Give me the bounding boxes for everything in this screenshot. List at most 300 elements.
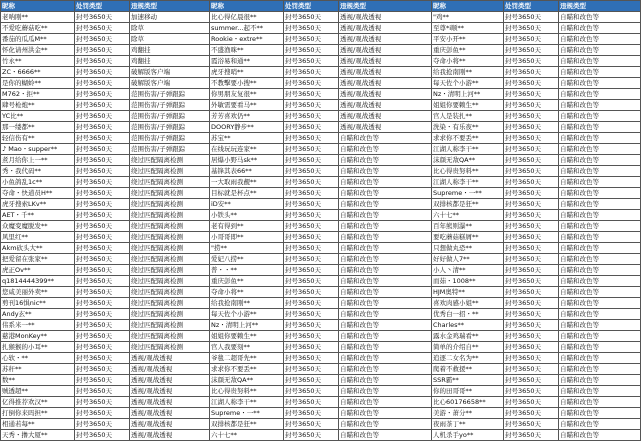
table-row <box>1 78 641 89</box>
cell-violation-type: 绕过匹配隔离检测 <box>130 254 210 265</box>
cell-nickname: 夺命・快道员H** <box>1 188 75 199</box>
cell-nickname: 爱妃八捞** <box>210 254 284 265</box>
cell-penalty-type: 封号3650天 <box>75 276 130 287</box>
table-row <box>1 419 641 430</box>
cell-violation-type: 破解版客户端 <box>130 67 210 78</box>
table-row <box>1 133 641 144</box>
cell-violation-type: 加速移动 <box>130 12 210 23</box>
table-row <box>1 364 641 375</box>
cell-nickname: 双排核都是狂** <box>210 419 284 430</box>
cell-penalty-type: 封号3650天 <box>284 331 339 342</box>
table-row <box>1 177 641 188</box>
column-header-violation-type: 违规类型 <box>559 1 641 12</box>
cell-penalty-type: 封号3650天 <box>75 78 130 89</box>
cell-penalty-type: 封号3650天 <box>504 45 559 56</box>
cell-violation-type: 自瞄和改色等 <box>339 144 432 155</box>
cell-penalty-type: 封号3650天 <box>284 199 339 210</box>
cell-nickname: 居爆小野马sk** <box>210 155 284 166</box>
cell-nickname: 小哥哥即** <box>210 232 284 243</box>
cell-nickname: 求求你不要丢** <box>432 133 504 144</box>
cell-violation-type: 自瞄和改色等 <box>339 276 432 287</box>
cell-nickname: 慈港MonKey** <box>1 331 75 342</box>
cell-penalty-type: 封号3650天 <box>75 210 130 221</box>
cell-nickname: Charles** <box>432 320 504 331</box>
cell-violation-type: 透视/观战透视 <box>339 100 432 111</box>
cell-penalty-type: 封号3650天 <box>75 111 130 122</box>
cell-violation-type: 范围伤害/子弹跟踪 <box>130 133 210 144</box>
cell-violation-type: 自瞄和改色等 <box>559 221 641 232</box>
cell-nickname: 心软・** <box>1 353 75 364</box>
cell-violation-type: 绕过匹配隔离检测 <box>130 199 210 210</box>
cell-nickname: 江湖人称李干** <box>210 397 284 408</box>
cell-nickname: Andy玄** <box>1 309 75 320</box>
cell-penalty-type: 封号3650天 <box>504 265 559 276</box>
cell-violation-type: 透视/观战透视 <box>339 67 432 78</box>
cell-penalty-type: 封号3650天 <box>504 408 559 419</box>
cell-nickname: 肆号枪炮** <box>1 100 75 111</box>
cell-nickname: "鸡** <box>432 12 504 23</box>
cell-penalty-type: 封号3650天 <box>75 397 130 408</box>
cell-nickname: 小鱼鸽乱1c** <box>1 177 75 188</box>
cell-violation-type: 自瞄和改色等 <box>559 144 641 155</box>
cell-penalty-type: 封号3650天 <box>504 287 559 298</box>
cell-nickname: 普・・** <box>210 265 284 276</box>
cell-nickname: 秀・我代码** <box>1 166 75 177</box>
cell-penalty-type: 封号3650天 <box>504 386 559 397</box>
cell-violation-type: 透视/观战透视 <box>339 56 432 67</box>
cell-violation-type: 绕过匹配隔离检测 <box>130 276 210 287</box>
cell-penalty-type: 封号3650天 <box>284 155 339 166</box>
cell-nickname: 给我抢南刚** <box>432 67 504 78</box>
table-row <box>1 265 641 276</box>
cell-penalty-type: 封号3650天 <box>504 12 559 23</box>
cell-penalty-type: 封号3650天 <box>75 232 130 243</box>
cell-violation-type: 自瞄和改色等 <box>339 375 432 386</box>
cell-nickname: 是你的蝴蛉** <box>1 78 75 89</box>
cell-violation-type: 自瞄和改色等 <box>559 12 641 23</box>
cell-nickname: Akm砍头大** <box>1 243 75 254</box>
cell-penalty-type: 封号3650天 <box>284 408 339 419</box>
cell-penalty-type: 封号3650天 <box>75 254 130 265</box>
cell-nickname: 竹永** <box>1 56 75 67</box>
table-row <box>1 221 641 232</box>
cell-nickname: 夺命小将** <box>432 56 504 67</box>
cell-penalty-type: 封号3650天 <box>75 364 130 375</box>
cell-violation-type: 绕过匹配隔离检测 <box>130 243 210 254</box>
cell-violation-type: 自瞄和改色等 <box>339 254 432 265</box>
cell-penalty-type: 封号3650天 <box>284 34 339 45</box>
table-row <box>1 331 641 342</box>
cell-penalty-type: 封号3650天 <box>75 375 130 386</box>
cell-violation-type: 自瞄和改色等 <box>559 287 641 298</box>
cell-penalty-type: 封号3650天 <box>75 12 130 23</box>
cell-nickname: 江湖人称李干** <box>432 177 504 188</box>
table-row <box>1 45 641 56</box>
cell-violation-type: 自瞄和改色等 <box>559 133 641 144</box>
cell-nickname: 苏宝** <box>210 133 284 144</box>
cell-penalty-type: 封号3650天 <box>504 78 559 89</box>
cell-penalty-type: 封号3650天 <box>284 342 339 353</box>
cell-penalty-type: 封号3650天 <box>75 309 130 320</box>
table-row <box>1 34 641 45</box>
cell-violation-type: 范围伤害/子弹跟踪 <box>130 144 210 155</box>
cell-nickname: 追逐二女名为** <box>432 353 504 364</box>
cell-nickname: 官人我要刻** <box>210 342 284 353</box>
cell-violation-type: 自瞄和改色等 <box>559 199 641 210</box>
cell-nickname: 打倒你来吗担** <box>1 408 75 419</box>
cell-nickname: 煮月给你上一** <box>1 155 75 166</box>
cell-nickname: YC比** <box>1 111 75 122</box>
cell-penalty-type: 封号3650天 <box>284 144 339 155</box>
cell-violation-type: 自瞄和改色等 <box>559 155 641 166</box>
cell-nickname: 沫颜无敌QA** <box>210 375 284 386</box>
cell-penalty-type: 封号3650天 <box>75 144 130 155</box>
cell-violation-type: 自瞄和改色等 <box>559 56 641 67</box>
cell-nickname: 风里红** <box>1 232 75 243</box>
cell-penalty-type: 封号3650天 <box>284 111 339 122</box>
cell-nickname: 你的田哥哥** <box>432 386 504 397</box>
cell-penalty-type: 封号3650天 <box>75 320 130 331</box>
cell-violation-type: 绕过匹配隔离检测 <box>130 155 210 166</box>
cell-penalty-type: 封号3650天 <box>284 364 339 375</box>
cell-penalty-type: 封号3650天 <box>504 155 559 166</box>
cell-nickname: 比心得亿晨很** <box>210 12 284 23</box>
cell-nickname: HJM奥特** <box>432 287 504 298</box>
cell-penalty-type: 封号3650天 <box>504 144 559 155</box>
cell-penalty-type: 封号3650天 <box>504 364 559 375</box>
cell-penalty-type: 封号3650天 <box>504 166 559 177</box>
cell-penalty-type: 封号3650天 <box>75 221 130 232</box>
cell-nickname: 数** <box>1 375 75 386</box>
cell-violation-type: 绕过匹配隔离检测 <box>130 166 210 177</box>
cell-penalty-type: 封号3650天 <box>504 353 559 364</box>
cell-violation-type: 透视/观战透视 <box>339 12 432 23</box>
table-row <box>1 353 641 364</box>
cell-penalty-type: 封号3650天 <box>284 210 339 221</box>
cell-violation-type: 自瞄和改色等 <box>559 397 641 408</box>
cell-penalty-type: 封号3650天 <box>504 232 559 243</box>
cell-nickname: ZC・6666** <box>1 67 75 78</box>
cell-violation-type: 自瞄和改色等 <box>559 78 641 89</box>
cell-penalty-type: 封号3650天 <box>504 199 559 210</box>
cell-violation-type: 自瞄和改色等 <box>559 188 641 199</box>
cell-penalty-type: 封号3650天 <box>284 45 339 56</box>
cell-penalty-type: 封号3650天 <box>75 155 130 166</box>
cell-penalty-type: 封号3650天 <box>284 375 339 386</box>
cell-penalty-type: 封号3650天 <box>504 100 559 111</box>
table-row <box>1 386 641 397</box>
cell-nickname: 江湖人称李干** <box>432 144 504 155</box>
cell-violation-type: 除草 <box>130 34 210 45</box>
cell-penalty-type: 封号3650天 <box>284 276 339 287</box>
table-row <box>1 188 641 199</box>
cell-violation-type: 自瞄和改色等 <box>559 331 641 342</box>
cell-nickname: 求求你不要丢** <box>210 364 284 375</box>
cell-violation-type: 自瞄和改色等 <box>339 210 432 221</box>
cell-violation-type: 绕过匹配隔离检测 <box>130 210 210 221</box>
cell-nickname: 贼透超** <box>1 386 75 397</box>
cell-violation-type: 绕过匹配隔离检测 <box>130 265 210 276</box>
cell-penalty-type: 封号3650天 <box>284 221 339 232</box>
cell-violation-type: 透视/观战透视 <box>130 419 210 430</box>
cell-penalty-type: 封号3650天 <box>284 78 339 89</box>
cell-nickname: 比心得贵努料** <box>210 386 284 397</box>
cell-violation-type: 自瞄和改色等 <box>559 34 641 45</box>
cell-nickname: 那一缕都** <box>1 122 75 133</box>
cell-penalty-type: 封号3650天 <box>504 419 559 430</box>
cell-violation-type: 自瞄和改色等 <box>559 210 641 221</box>
cell-penalty-type: 封号3650天 <box>75 188 130 199</box>
cell-nickname: 百年熊则瀑** <box>432 221 504 232</box>
table-row <box>1 56 641 67</box>
cell-nickname: AET・千** <box>1 210 75 221</box>
cell-violation-type: 透视/观战透视 <box>339 45 432 56</box>
cell-nickname: 虎正Ov** <box>1 265 75 276</box>
column-header-penalty-type: 处罚类型 <box>504 1 559 12</box>
cell-nickname: 比心60176658** <box>432 397 504 408</box>
cell-penalty-type: 封号3650天 <box>504 122 559 133</box>
cell-nickname: 你男朋友复很** <box>210 89 284 100</box>
cell-violation-type: 绕过匹配隔离检测 <box>130 331 210 342</box>
cell-penalty-type: 封号3650天 <box>504 56 559 67</box>
cell-violation-type: 自瞄和改色等 <box>559 254 641 265</box>
cell-penalty-type: 封号3650天 <box>284 419 339 430</box>
cell-penalty-type: 封号3650天 <box>284 397 339 408</box>
cell-violation-type: 范围伤害/子弹跟踪 <box>130 89 210 100</box>
cell-nickname: 小铁头** <box>210 210 284 221</box>
cell-penalty-type: 封号3650天 <box>284 122 339 133</box>
cell-penalty-type: 封号3650天 <box>75 199 130 210</box>
table-row <box>1 254 641 265</box>
cell-nickname: 爷毯二超哥先** <box>210 353 284 364</box>
cell-violation-type: 透视/观战透视 <box>130 408 210 419</box>
cell-nickname: "捞** <box>210 243 284 254</box>
cell-nickname: 虎牙搜索LKv** <box>1 199 75 210</box>
cell-penalty-type: 封号3650天 <box>284 386 339 397</box>
cell-violation-type: 自瞄和改色等 <box>339 386 432 397</box>
cell-penalty-type: 封号3650天 <box>75 45 130 56</box>
cell-nickname: 芳芳喜欢仍** <box>210 111 284 122</box>
cell-violation-type: 自瞄和改色等 <box>339 177 432 188</box>
table-row <box>1 287 641 298</box>
cell-violation-type: 透视/观战透视 <box>339 122 432 133</box>
cell-nickname: 苏秆** <box>1 364 75 375</box>
cell-penalty-type: 封号3650天 <box>504 375 559 386</box>
cell-violation-type: 自瞄和改色等 <box>559 166 641 177</box>
cell-penalty-type: 封号3650天 <box>284 166 339 177</box>
cell-nickname: 爬着不救援** <box>432 364 504 375</box>
cell-penalty-type: 封号3650天 <box>284 133 339 144</box>
table-row <box>1 155 641 166</box>
cell-penalty-type: 封号3650天 <box>75 177 130 188</box>
cell-violation-type: 绕过匹配隔离检测 <box>130 177 210 188</box>
cell-penalty-type: 封号3650天 <box>504 89 559 100</box>
cell-violation-type: 自瞄和改色等 <box>339 287 432 298</box>
cell-nickname: 六十七** <box>432 210 504 221</box>
cell-penalty-type: 封号3650天 <box>284 67 339 78</box>
cell-penalty-type: 封号3650天 <box>284 56 339 67</box>
table-row <box>1 210 641 221</box>
table-body <box>1 12 641 441</box>
cell-penalty-type: 封号3650天 <box>504 243 559 254</box>
cell-penalty-type: 封号3650天 <box>504 430 559 441</box>
cell-violation-type: 自瞄和改色等 <box>559 386 641 397</box>
cell-nickname: 洗染・有乐夜** <box>432 122 504 133</box>
cell-nickname: 老呐刚** <box>1 12 75 23</box>
cell-nickname: 伟系米一** <box>1 320 75 331</box>
cell-penalty-type: 封号3650天 <box>504 177 559 188</box>
cell-nickname: 夺命小将** <box>210 287 284 298</box>
cell-violation-type: 自瞄和改色等 <box>339 309 432 320</box>
cell-penalty-type: 封号3650天 <box>284 320 339 331</box>
cell-penalty-type: 封号3650天 <box>504 34 559 45</box>
cell-violation-type: 自瞄和改色等 <box>339 342 432 353</box>
cell-violation-type: 自瞄和改色等 <box>339 133 432 144</box>
table-row <box>1 342 641 353</box>
cell-penalty-type: 封号3650天 <box>504 342 559 353</box>
cell-violation-type: 自瞄和改色等 <box>559 419 641 430</box>
cell-nickname: M762・拒** <box>1 89 75 100</box>
cell-penalty-type: 封号3650天 <box>284 353 339 364</box>
cell-penalty-type: 封号3650天 <box>504 254 559 265</box>
cell-violation-type: 透视/观战透视 <box>130 375 210 386</box>
cell-violation-type: 破解版客户端 <box>130 78 210 89</box>
cell-nickname: 老有得到** <box>210 221 284 232</box>
cell-nickname: 外敏需要看马** <box>210 100 284 111</box>
cell-violation-type: 透视/观战透视 <box>130 386 210 397</box>
cell-nickname: 扎猴猴的小耳** <box>1 342 75 353</box>
cell-violation-type: 自瞄和改色等 <box>559 243 641 254</box>
cell-nickname: 每天佐个小游** <box>210 309 284 320</box>
cell-penalty-type: 封号3650天 <box>504 133 559 144</box>
table-row <box>1 298 641 309</box>
cell-nickname: q1814444399** <box>1 276 75 287</box>
table-row <box>1 122 641 133</box>
header-row <box>1 1 641 12</box>
cell-violation-type: 自瞄和改色等 <box>339 397 432 408</box>
cell-nickname: SSR霸** <box>432 375 504 386</box>
cell-nickname: 不教擊要小搜** <box>210 78 284 89</box>
cell-nickname: 比心得贵努料** <box>432 166 504 177</box>
table-row <box>1 276 641 287</box>
cell-penalty-type: 封号3650天 <box>504 111 559 122</box>
cell-nickname: 一大取雨我靓** <box>210 177 284 188</box>
table-row <box>1 23 641 34</box>
cell-penalty-type: 封号3650天 <box>284 188 339 199</box>
cell-violation-type: 透视/观战透视 <box>339 78 432 89</box>
cell-nickname: Nz・清明上河** <box>432 89 504 100</box>
cell-violation-type: 自瞄和改色等 <box>559 232 641 243</box>
cell-violation-type: 自瞄和改色等 <box>339 243 432 254</box>
cell-nickname: 优秀白一招・** <box>432 309 504 320</box>
cell-penalty-type: 封号3650天 <box>75 386 130 397</box>
cell-penalty-type: 封号3650天 <box>75 89 130 100</box>
cell-violation-type: 自瞄和改色等 <box>339 320 432 331</box>
cell-nickname: 六十七** <box>210 430 284 441</box>
table-row <box>1 111 641 122</box>
column-header-nickname: 昵称 <box>1 1 75 12</box>
cell-violation-type: 绕过匹配隔离检测 <box>130 342 210 353</box>
cell-penalty-type: 封号3650天 <box>504 320 559 331</box>
cell-violation-type: 范围伤害/子弹跟踪 <box>130 122 210 133</box>
cell-penalty-type: 封号3650天 <box>284 89 339 100</box>
cell-nickname: 简单的介绍自** <box>432 342 504 353</box>
cell-penalty-type: 封号3650天 <box>284 23 339 34</box>
cell-penalty-type: 封号3650天 <box>75 122 130 133</box>
cell-penalty-type: 封号3650天 <box>75 408 130 419</box>
table-row <box>1 375 641 386</box>
cell-nickname: 只想做丸恐** <box>432 243 504 254</box>
cell-nickname: 平安小开** <box>432 34 504 45</box>
cell-penalty-type: 封号3650天 <box>75 23 130 34</box>
cell-violation-type: 自瞄和改色等 <box>339 298 432 309</box>
cell-nickname: 重庆彭鱼** <box>210 276 284 287</box>
cell-violation-type: 绕过匹配隔离检测 <box>130 188 210 199</box>
cell-violation-type: 绕过匹配隔离检测 <box>130 287 210 298</box>
cell-nickname: 夜雨茶丁** <box>432 419 504 430</box>
cell-nickname: 亿得推荐欢汉** <box>1 397 75 408</box>
cell-violation-type: 绕过匹配隔离检测 <box>130 298 210 309</box>
cell-nickname: 沫颜无敌QA** <box>432 155 504 166</box>
cell-penalty-type: 封号3650天 <box>75 100 130 111</box>
table-row <box>1 232 641 243</box>
cell-penalty-type: 封号3650天 <box>75 430 130 441</box>
cell-penalty-type: 封号3650天 <box>504 298 559 309</box>
cell-nickname: summer...起不** <box>210 23 284 34</box>
cell-penalty-type: 封号3650天 <box>75 419 130 430</box>
cell-violation-type: 透视/观战透视 <box>339 34 432 45</box>
cell-nickname: 众魔变魔脱发** <box>1 221 75 232</box>
cell-penalty-type: 封号3650天 <box>75 56 130 67</box>
cell-nickname: 怀化请州洪金** <box>1 45 75 56</box>
cell-violation-type: 自瞄和改色等 <box>559 177 641 188</box>
table-row <box>1 100 641 111</box>
cell-nickname: 要吃蘑菇糕屑** <box>432 232 504 243</box>
cell-nickname: 每天佐个小游** <box>432 78 504 89</box>
cell-nickname: 露水金鸡瑞看** <box>432 331 504 342</box>
cell-violation-type: 自瞄和改色等 <box>339 221 432 232</box>
cell-penalty-type: 封号3650天 <box>75 133 130 144</box>
cell-penalty-type: 封号3650天 <box>284 309 339 320</box>
cell-violation-type: 鸡翻挂 <box>130 45 210 56</box>
cell-violation-type: 透视/观战透视 <box>130 364 210 375</box>
cell-violation-type: 自瞄和改色等 <box>559 375 641 386</box>
table-row <box>1 309 641 320</box>
cell-nickname: 相通若每** <box>1 419 75 430</box>
cell-violation-type: 自瞄和改色等 <box>559 45 641 56</box>
cell-penalty-type: 封号3650天 <box>504 23 559 34</box>
cell-violation-type: 自瞄和改色等 <box>339 188 432 199</box>
cell-nickname: 天秀・撸大厦** <box>1 430 75 441</box>
cell-penalty-type: 封号3650天 <box>504 276 559 287</box>
cell-violation-type: 自瞄和改色等 <box>559 89 641 100</box>
cell-nickname: 而茹・1008** <box>432 276 504 287</box>
cell-violation-type: 透视/观战透视 <box>130 353 210 364</box>
column-header-penalty-type: 处罚类型 <box>75 1 130 12</box>
cell-penalty-type: 封号3650天 <box>75 34 130 45</box>
cell-penalty-type: 封号3650天 <box>284 254 339 265</box>
table-row <box>1 408 641 419</box>
cell-violation-type: 透视/观战透视 <box>130 397 210 408</box>
cell-nickname: 给我抢南刚** <box>210 298 284 309</box>
cell-nickname: 基锋其表66** <box>210 166 284 177</box>
cell-penalty-type: 封号3650天 <box>75 287 130 298</box>
column-header-violation-type: 违规类型 <box>130 1 210 12</box>
cell-penalty-type: 封号3650天 <box>504 221 559 232</box>
cell-nickname: 不爱吃蘑菇吃** <box>1 23 75 34</box>
cell-violation-type: 自瞄和改色等 <box>339 408 432 419</box>
cell-penalty-type: 封号3650天 <box>284 177 339 188</box>
